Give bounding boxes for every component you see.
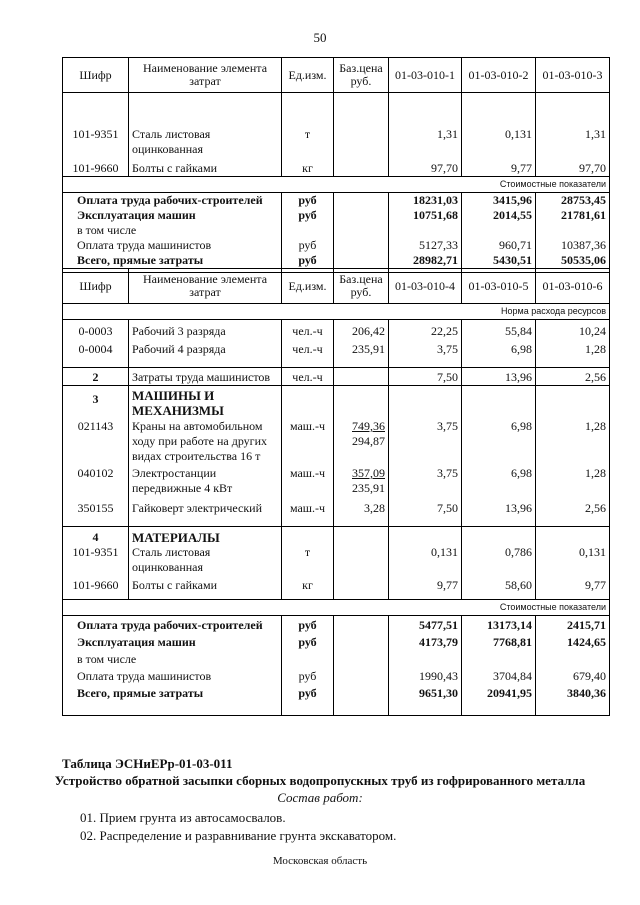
row-unit: кг (282, 575, 334, 600)
empty-cell (334, 527, 389, 546)
row-price: 3,28 (334, 496, 389, 527)
row-value-1: 3,75 (389, 339, 462, 368)
total-price-empty (334, 193, 389, 209)
row-price: 235,91 (334, 339, 389, 368)
total-price-empty (334, 238, 389, 253)
row-unit: кг (282, 157, 334, 177)
total-value-3: 10387,36 (536, 238, 610, 253)
table-title: Таблица ЭСНиЕРр-01-03-011 (62, 756, 233, 771)
norm-caption-row (63, 304, 610, 320)
empty-cell (462, 386, 536, 419)
total-unit: руб (282, 193, 334, 209)
header-col-6: 01-03-010-6 (536, 269, 610, 304)
row-code: 101-9351 (63, 545, 129, 575)
row-code: 0-0003 (63, 320, 129, 340)
total-value-1: 9651,30 (389, 684, 462, 716)
total-name: Оплата труда рабочих-строителей (63, 616, 282, 634)
total-unit: руб (282, 208, 334, 223)
section-row-machines (63, 386, 610, 419)
header-code: Шифр (63, 269, 129, 304)
row-value-1: 7,50 (389, 368, 462, 386)
price-underlined: 749,36 (352, 419, 385, 433)
total-unit: руб (282, 684, 334, 716)
row-code: 021143 (63, 418, 129, 464)
total-unit: руб (282, 616, 334, 634)
total-value-3: 679,40 (536, 667, 610, 684)
table-subtitle: Устройство обратной засыпки сборных водопропускных труб из гофрированного металла (54, 773, 586, 788)
row-value-3: 2,56 (536, 368, 610, 386)
total-value-3: 1424,65 (536, 633, 610, 650)
row-name: Болты с гайками (129, 575, 282, 600)
empty-cell (389, 527, 462, 546)
table-header-row (63, 58, 610, 93)
row-unit: чел.-ч (282, 368, 334, 386)
row-value-1: 3,75 (389, 464, 462, 496)
row-price (334, 157, 389, 177)
row-name: Сталь листовая оцинкованная (129, 545, 282, 575)
total-unit-empty (282, 650, 334, 667)
operators-row (63, 368, 610, 386)
row-value-1: 9,77 (389, 575, 462, 600)
table-row (63, 575, 610, 600)
total-price-empty (334, 208, 389, 223)
norm-caption: Норма расхода ресурсов (63, 304, 610, 320)
row-value-1: 97,70 (389, 157, 462, 177)
total-value-1: 10751,68 (389, 208, 462, 223)
header-col-1: 01-03-010-1 (389, 58, 462, 93)
row-price (334, 93, 389, 158)
header-col-5: 01-03-010-5 (462, 269, 536, 304)
table-row (63, 320, 610, 340)
total-row (63, 650, 610, 667)
total-value-2: 3704,84 (462, 667, 536, 684)
section-row-materials (63, 527, 610, 546)
total-value-3: 28753,45 (536, 193, 610, 209)
row-name: Рабочий 3 разряда (129, 320, 282, 340)
row-value-3: 1,28 (536, 418, 610, 464)
total-unit: руб (282, 238, 334, 253)
work-composition-label: Состав работ: (277, 790, 363, 805)
row-value-3: 1,28 (536, 339, 610, 368)
row-value-1: 0,131 (389, 545, 462, 575)
row-price-empty (334, 368, 389, 386)
row-price: 206,42 (334, 320, 389, 340)
empty-cell (462, 527, 536, 546)
total-value-empty (536, 223, 610, 238)
table-header-row (63, 269, 610, 304)
row-value-2: 6,98 (462, 464, 536, 496)
header-col-4: 01-03-010-4 (389, 269, 462, 304)
row-unit: т (282, 545, 334, 575)
row-value-2: 58,60 (462, 575, 536, 600)
header-col-2: 01-03-010-2 (462, 58, 536, 93)
row-value-2: 0,131 (462, 93, 536, 158)
total-name: в том числе (63, 650, 282, 667)
total-row (63, 208, 610, 223)
row-unit: т (282, 93, 334, 158)
section-title: МАТЕРИАЛЫ (129, 527, 282, 546)
total-value-1: 1990,43 (389, 667, 462, 684)
row-value-2: 13,96 (462, 496, 536, 527)
total-value-3: 2415,71 (536, 616, 610, 634)
table-row (63, 157, 610, 177)
total-unit-empty (282, 223, 334, 238)
operation-item: 02. Распределение и разравнивание грунта экскаватором. (80, 828, 397, 843)
empty-cell (282, 386, 334, 419)
table-row (63, 545, 610, 575)
total-value-2: 7768,81 (462, 633, 536, 650)
row-price (334, 464, 389, 496)
empty-cell (282, 527, 334, 546)
cost-indicators-caption-row (63, 177, 610, 193)
total-value-empty (389, 223, 462, 238)
total-value-empty (462, 650, 536, 667)
total-row (63, 667, 610, 684)
page-footer: Московская область (272, 855, 368, 867)
row-value-1: 3,75 (389, 418, 462, 464)
section-code: 3 (63, 386, 129, 419)
total-value-2: 960,71 (462, 238, 536, 253)
row-value-1: 7,50 (389, 496, 462, 527)
total-value-1: 28982,71 (389, 253, 462, 273)
header-price: Баз.цена руб. (334, 58, 389, 93)
row-value-2: 55,84 (462, 320, 536, 340)
table-row (63, 93, 610, 158)
total-unit: руб (282, 253, 334, 273)
row-value-3: 2,56 (536, 496, 610, 527)
row-code: 040102 (63, 464, 129, 496)
page-number: 50 (313, 30, 327, 45)
empty-cell (536, 386, 610, 419)
estimate-table-2 (62, 268, 610, 716)
row-price (334, 545, 389, 575)
empty-cell (334, 386, 389, 419)
total-value-2: 2014,55 (462, 208, 536, 223)
row-value-2: 6,98 (462, 339, 536, 368)
row-code: 101-9660 (63, 575, 129, 600)
total-unit: руб (282, 667, 334, 684)
row-code: 2 (63, 368, 129, 386)
total-value-1: 4173,79 (389, 633, 462, 650)
total-name: Оплата труда машинистов (63, 667, 282, 684)
total-name: Оплата труда машинистов (63, 238, 282, 253)
total-value-3: 50535,06 (536, 253, 610, 273)
total-value-2: 20941,95 (462, 684, 536, 716)
row-code: 0-0004 (63, 339, 129, 368)
price-secondary: 294,87 (352, 434, 385, 448)
total-row (63, 193, 610, 209)
total-unit: руб (282, 633, 334, 650)
total-price-empty (334, 616, 389, 634)
total-row (63, 223, 610, 238)
total-price-empty (334, 667, 389, 684)
total-value-1: 5127,33 (389, 238, 462, 253)
row-value-3: 1,31 (536, 93, 610, 158)
row-unit: чел.-ч (282, 339, 334, 368)
total-name: Оплата труда рабочих-строителей (63, 193, 282, 209)
total-value-1: 18231,03 (389, 193, 462, 209)
row-name: Электростанции передвижные 4 кВт (129, 464, 282, 496)
total-value-2: 5430,51 (462, 253, 536, 273)
estimate-table-1 (62, 57, 610, 273)
row-unit: чел.-ч (282, 320, 334, 340)
table-row (63, 339, 610, 368)
section-code: 4 (63, 527, 129, 546)
row-value-3: 1,28 (536, 464, 610, 496)
header-col-3: 01-03-010-3 (536, 58, 610, 93)
total-value-2: 3415,96 (462, 193, 536, 209)
header-code: Шифр (63, 58, 129, 93)
cost-indicators-caption: Стоимостные показатели (63, 177, 610, 193)
empty-cell (536, 527, 610, 546)
row-value-3: 9,77 (536, 575, 610, 600)
total-value-1: 5477,51 (389, 616, 462, 634)
empty-cell (389, 386, 462, 419)
header-name: Наименование элемента затрат (129, 58, 282, 93)
row-value-3: 10,24 (536, 320, 610, 340)
row-name: Сталь листовая оцинкованная (129, 93, 282, 158)
operation-item: 01. Прием грунта из автосамосвалов. (80, 810, 286, 825)
price-secondary: 235,91 (352, 481, 385, 495)
total-price-empty (334, 650, 389, 667)
total-price-empty (334, 633, 389, 650)
row-value-3: 97,70 (536, 157, 610, 177)
total-row (63, 684, 610, 716)
row-unit: маш.-ч (282, 464, 334, 496)
header-unit: Ед.изм. (282, 269, 334, 304)
total-price-empty (334, 223, 389, 238)
row-name: Рабочий 4 разряда (129, 339, 282, 368)
total-value-2: 13173,14 (462, 616, 536, 634)
table-row (63, 464, 610, 496)
row-code: 101-9351 (63, 93, 129, 158)
price-underlined: 357,09 (352, 466, 385, 480)
total-value-empty (389, 650, 462, 667)
cost-indicators-caption-row (63, 600, 610, 616)
table-row (63, 418, 610, 464)
total-name: Эксплуатация машин (63, 208, 282, 223)
cost-indicators-caption: Стоимостные показатели (63, 600, 610, 616)
total-name: в том числе (63, 223, 282, 238)
row-value-2: 9,77 (462, 157, 536, 177)
row-code: 101-9660 (63, 157, 129, 177)
row-name: Гайковерт электрический (129, 496, 282, 527)
row-price (334, 575, 389, 600)
row-unit: маш.-ч (282, 496, 334, 527)
total-row (63, 616, 610, 634)
total-row (63, 633, 610, 650)
row-value-3: 0,131 (536, 545, 610, 575)
total-name: Всего, прямые затраты (63, 253, 282, 273)
total-name: Эксплуатация машин (63, 633, 282, 650)
row-name: Болты с гайками (129, 157, 282, 177)
header-name: Наименование элемента затрат (129, 269, 282, 304)
row-code: 350155 (63, 496, 129, 527)
total-value-3: 21781,61 (536, 208, 610, 223)
table-row (63, 496, 610, 527)
header-price: Баз.цена руб. (334, 269, 389, 304)
total-value-empty (462, 223, 536, 238)
row-value-2: 13,96 (462, 368, 536, 386)
total-name: Всего, прямые затраты (63, 684, 282, 716)
total-value-3: 3840,36 (536, 684, 610, 716)
row-value-2: 0,786 (462, 545, 536, 575)
row-unit: маш.-ч (282, 418, 334, 464)
section-title: МАШИНЫ И МЕХАНИЗМЫ (129, 386, 282, 419)
header-unit: Ед.изм. (282, 58, 334, 93)
row-value-1: 1,31 (389, 93, 462, 158)
total-value-empty (536, 650, 610, 667)
total-row (63, 238, 610, 253)
row-price (334, 418, 389, 464)
row-name: Краны на автомобильном ходу при работе на других видах строительства 16 т (129, 418, 282, 464)
total-price-empty (334, 684, 389, 716)
row-name: Затраты труда машинистов (129, 368, 282, 386)
row-value-2: 6,98 (462, 418, 536, 464)
row-value-1: 22,25 (389, 320, 462, 340)
